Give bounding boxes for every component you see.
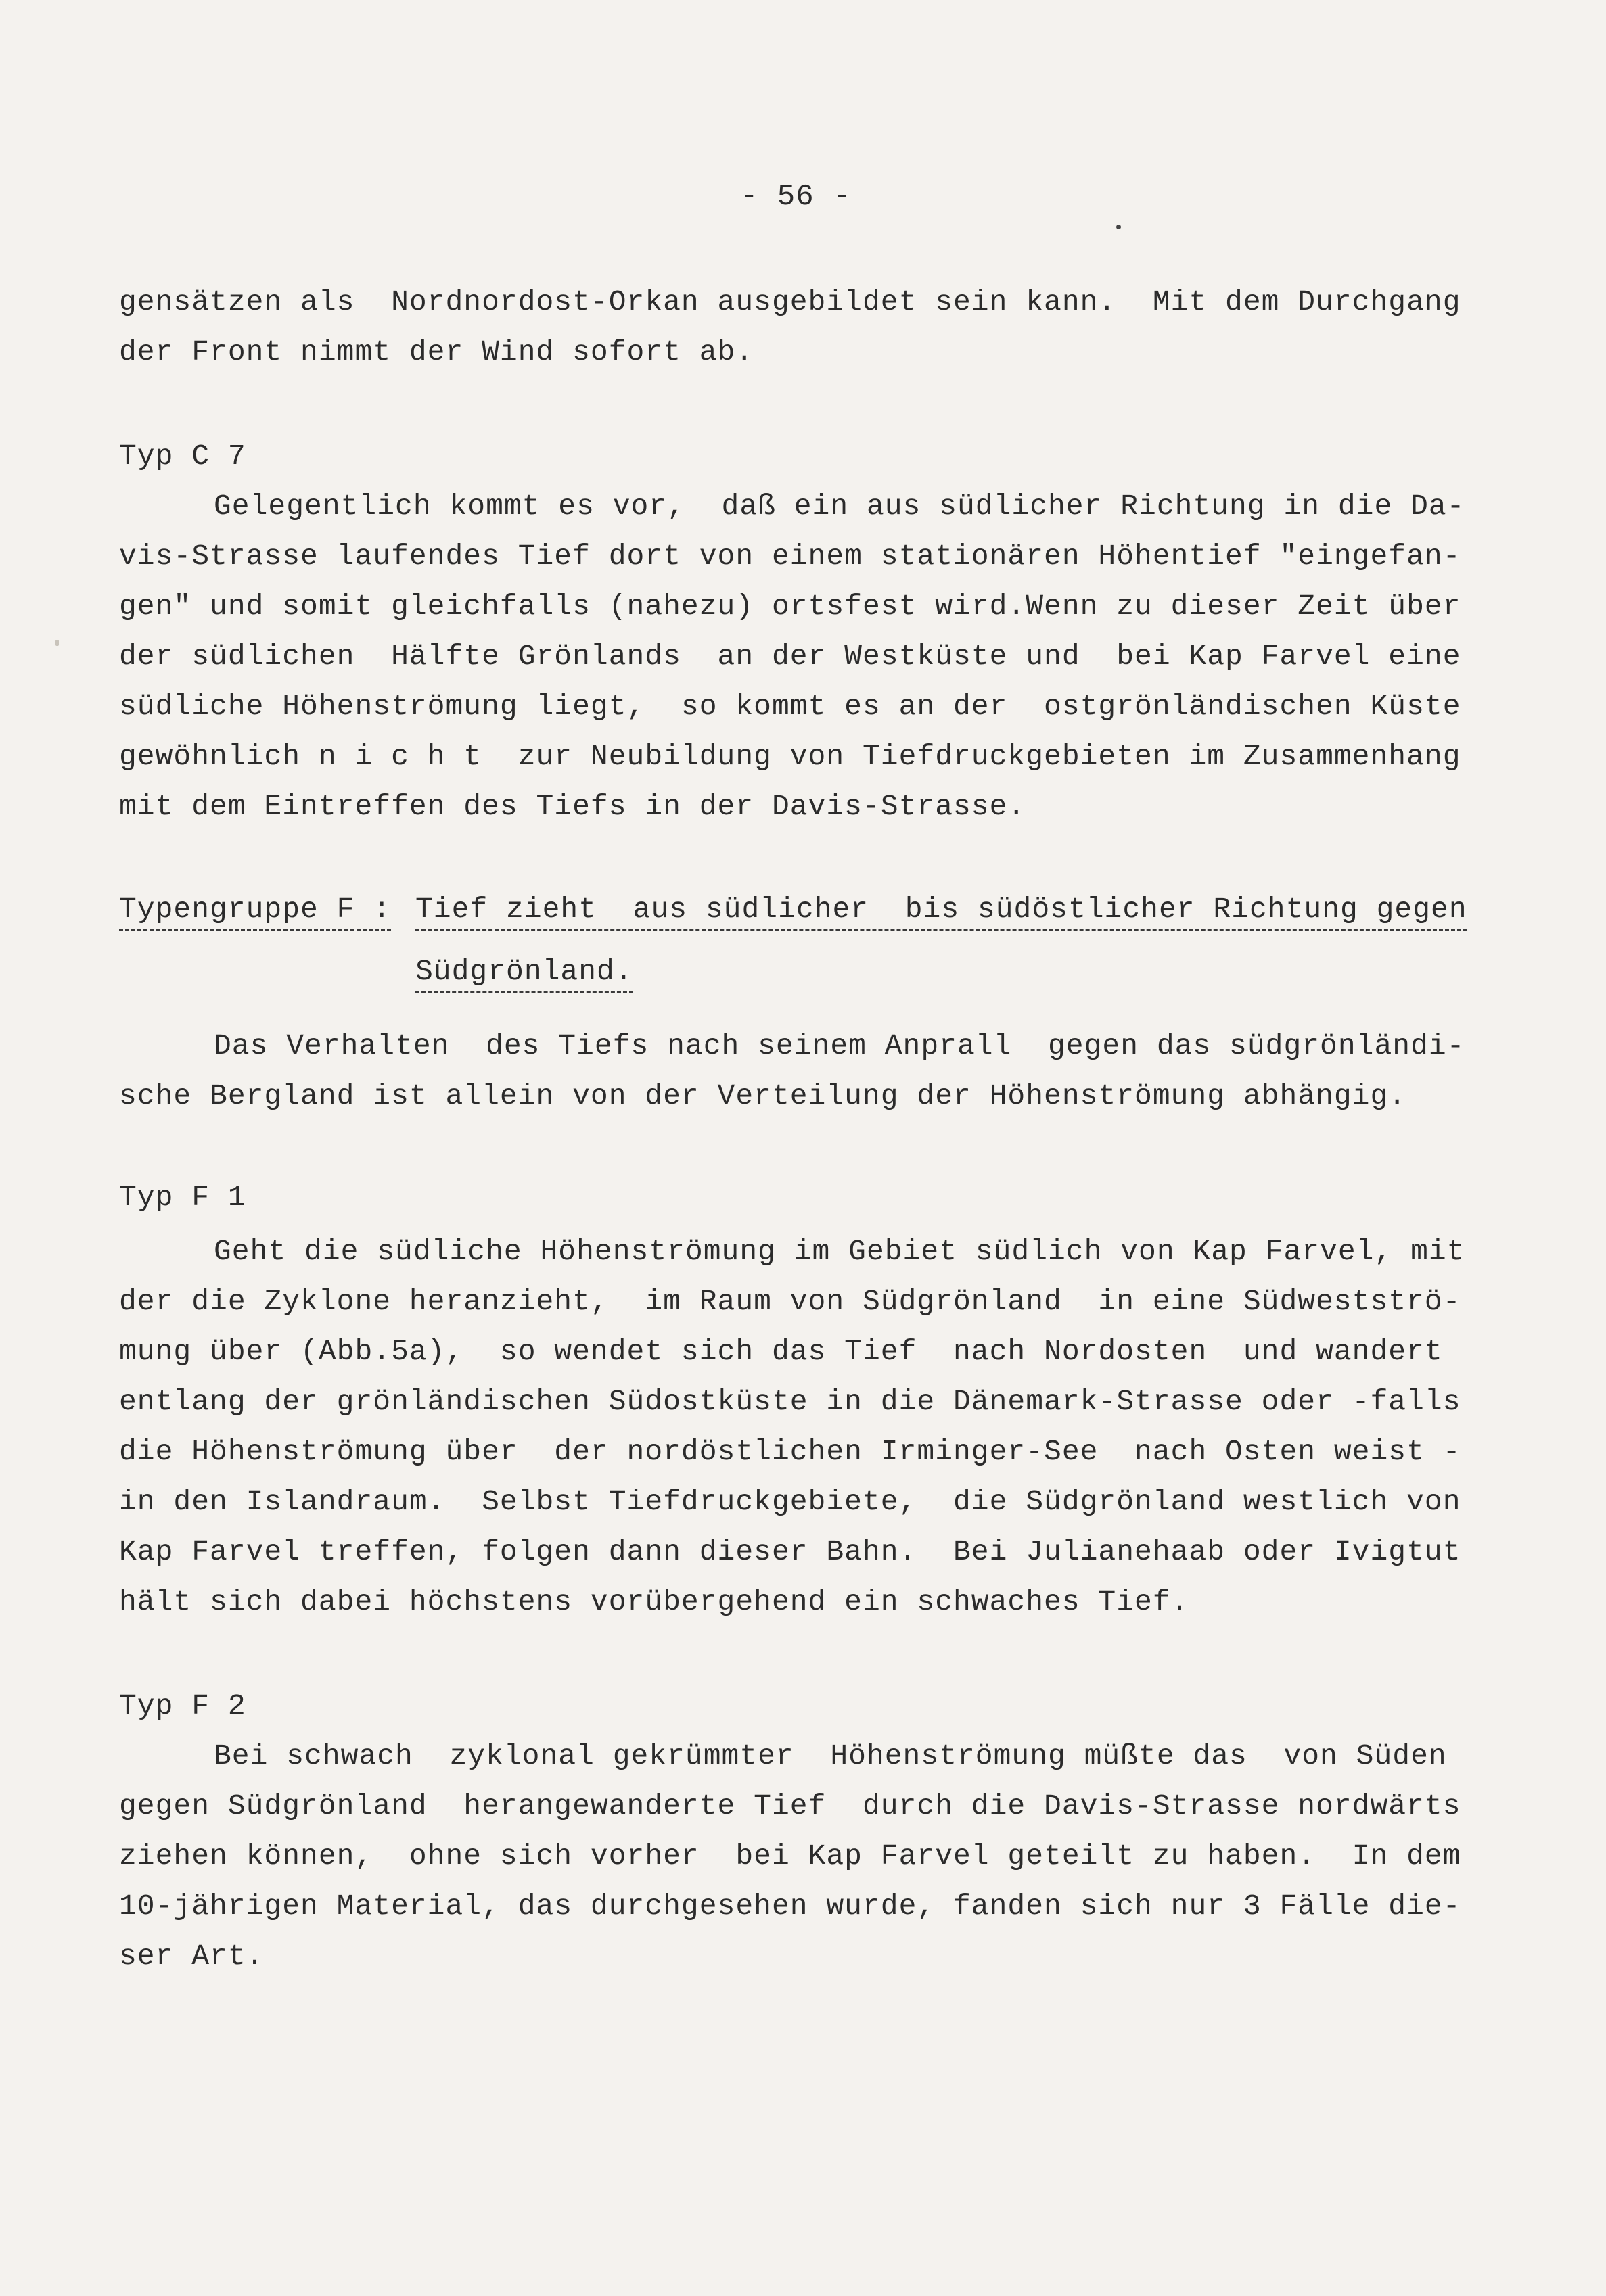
text-line: Kap Farvel treffen, folgen dann dieser Bahn. Bei Julianehaab oder Ivigtut bbox=[119, 1535, 1461, 1568]
text-line: entlang der grönländischen Südostküste in die Dänemark-Strasse oder -falls bbox=[119, 1385, 1461, 1418]
section-label-typ-f1: Typ F 1 bbox=[119, 1181, 246, 1214]
text-line: Das Verhalten des Tiefs nach seinem Anprall gegen das südgrönländi- bbox=[214, 1029, 1465, 1062]
text-line: mung über (Abb.5a), so wendet sich das Tief nach Nordosten und wandert bbox=[119, 1335, 1443, 1368]
text-line: vis-Strasse laufendes Tief dort von einem stationären Höhentief "eingefan- bbox=[119, 540, 1461, 573]
text-line: Bei schwach zyklonal gekrümmter Höhenströmung müßte das von Süden bbox=[214, 1739, 1447, 1773]
heading-title: Tief zieht aus südlicher bis südöstlicher Richtung gegen bbox=[415, 893, 1467, 931]
text-line: 10-jährigen Material, das durchgesehen wurde, fanden sich nur 3 Fälle die- bbox=[119, 1890, 1461, 1923]
text-line: gewöhnlich n i c h t zur Neubildung von Tiefdruckgebieten im Zusammenhang bbox=[119, 740, 1461, 773]
text-line: hält sich dabei höchstens vorübergehend ein schwaches Tief. bbox=[119, 1585, 1189, 1618]
paper-speck bbox=[55, 640, 59, 646]
text-line: südliche Höhenströmung liegt, so kommt es an der ostgrönländischen Küste bbox=[119, 690, 1461, 723]
text-line: die Höhenströmung über der nordöstlichen Irminger-See nach Osten weist - bbox=[119, 1435, 1461, 1468]
section-label-typ-f2: Typ F 2 bbox=[119, 1689, 246, 1723]
text-line: mit dem Eintreffen des Tiefs in der Davis-Strasse. bbox=[119, 790, 1026, 823]
text-line: in den Islandraum. Selbst Tiefdruckgebiete, die Südgrönland westlich von bbox=[119, 1485, 1461, 1518]
text-line: gen" und somit gleichfalls (nahezu) ortsfest wird.Wenn zu dieser Zeit über bbox=[119, 590, 1461, 623]
text-line: gegen Südgrönland herangewanderte Tief durch die Davis-Strasse nordwärts bbox=[119, 1789, 1461, 1823]
text-line: der die Zyklone heranzieht, im Raum von Südgrönland in eine Südwestströ- bbox=[119, 1285, 1461, 1318]
text-line: Gelegentlich kommt es vor, daß ein aus südlicher Richtung in die Da- bbox=[214, 490, 1465, 523]
text-line: der südlichen Hälfte Grönlands an der Westküste und bei Kap Farvel eine bbox=[119, 640, 1461, 673]
text-line: der Front nimmt der Wind sofort ab. bbox=[119, 335, 754, 369]
text-line: ser Art. bbox=[119, 1940, 265, 1973]
text-line: sche Bergland ist allein von der Verteilung der Höhenströmung abhängig. bbox=[119, 1079, 1407, 1112]
text-line: gensätzen als Nordnordost-Orkan ausgebildet sein kann. Mit dem Durchgang bbox=[119, 285, 1461, 319]
page-number: - 56 - bbox=[740, 180, 852, 214]
ink-dot bbox=[1116, 225, 1121, 229]
text-line: Geht die südliche Höhenströmung im Gebiet südlich von Kap Farvel, mit bbox=[214, 1235, 1465, 1268]
section-label-typ-c7: Typ C 7 bbox=[119, 440, 246, 473]
heading-label: Typengruppe F : bbox=[119, 893, 391, 931]
text-line: ziehen können, ohne sich vorher bei Kap Farvel geteilt zu haben. In dem bbox=[119, 1840, 1461, 1873]
heading-title: Südgrönland. bbox=[415, 955, 633, 993]
